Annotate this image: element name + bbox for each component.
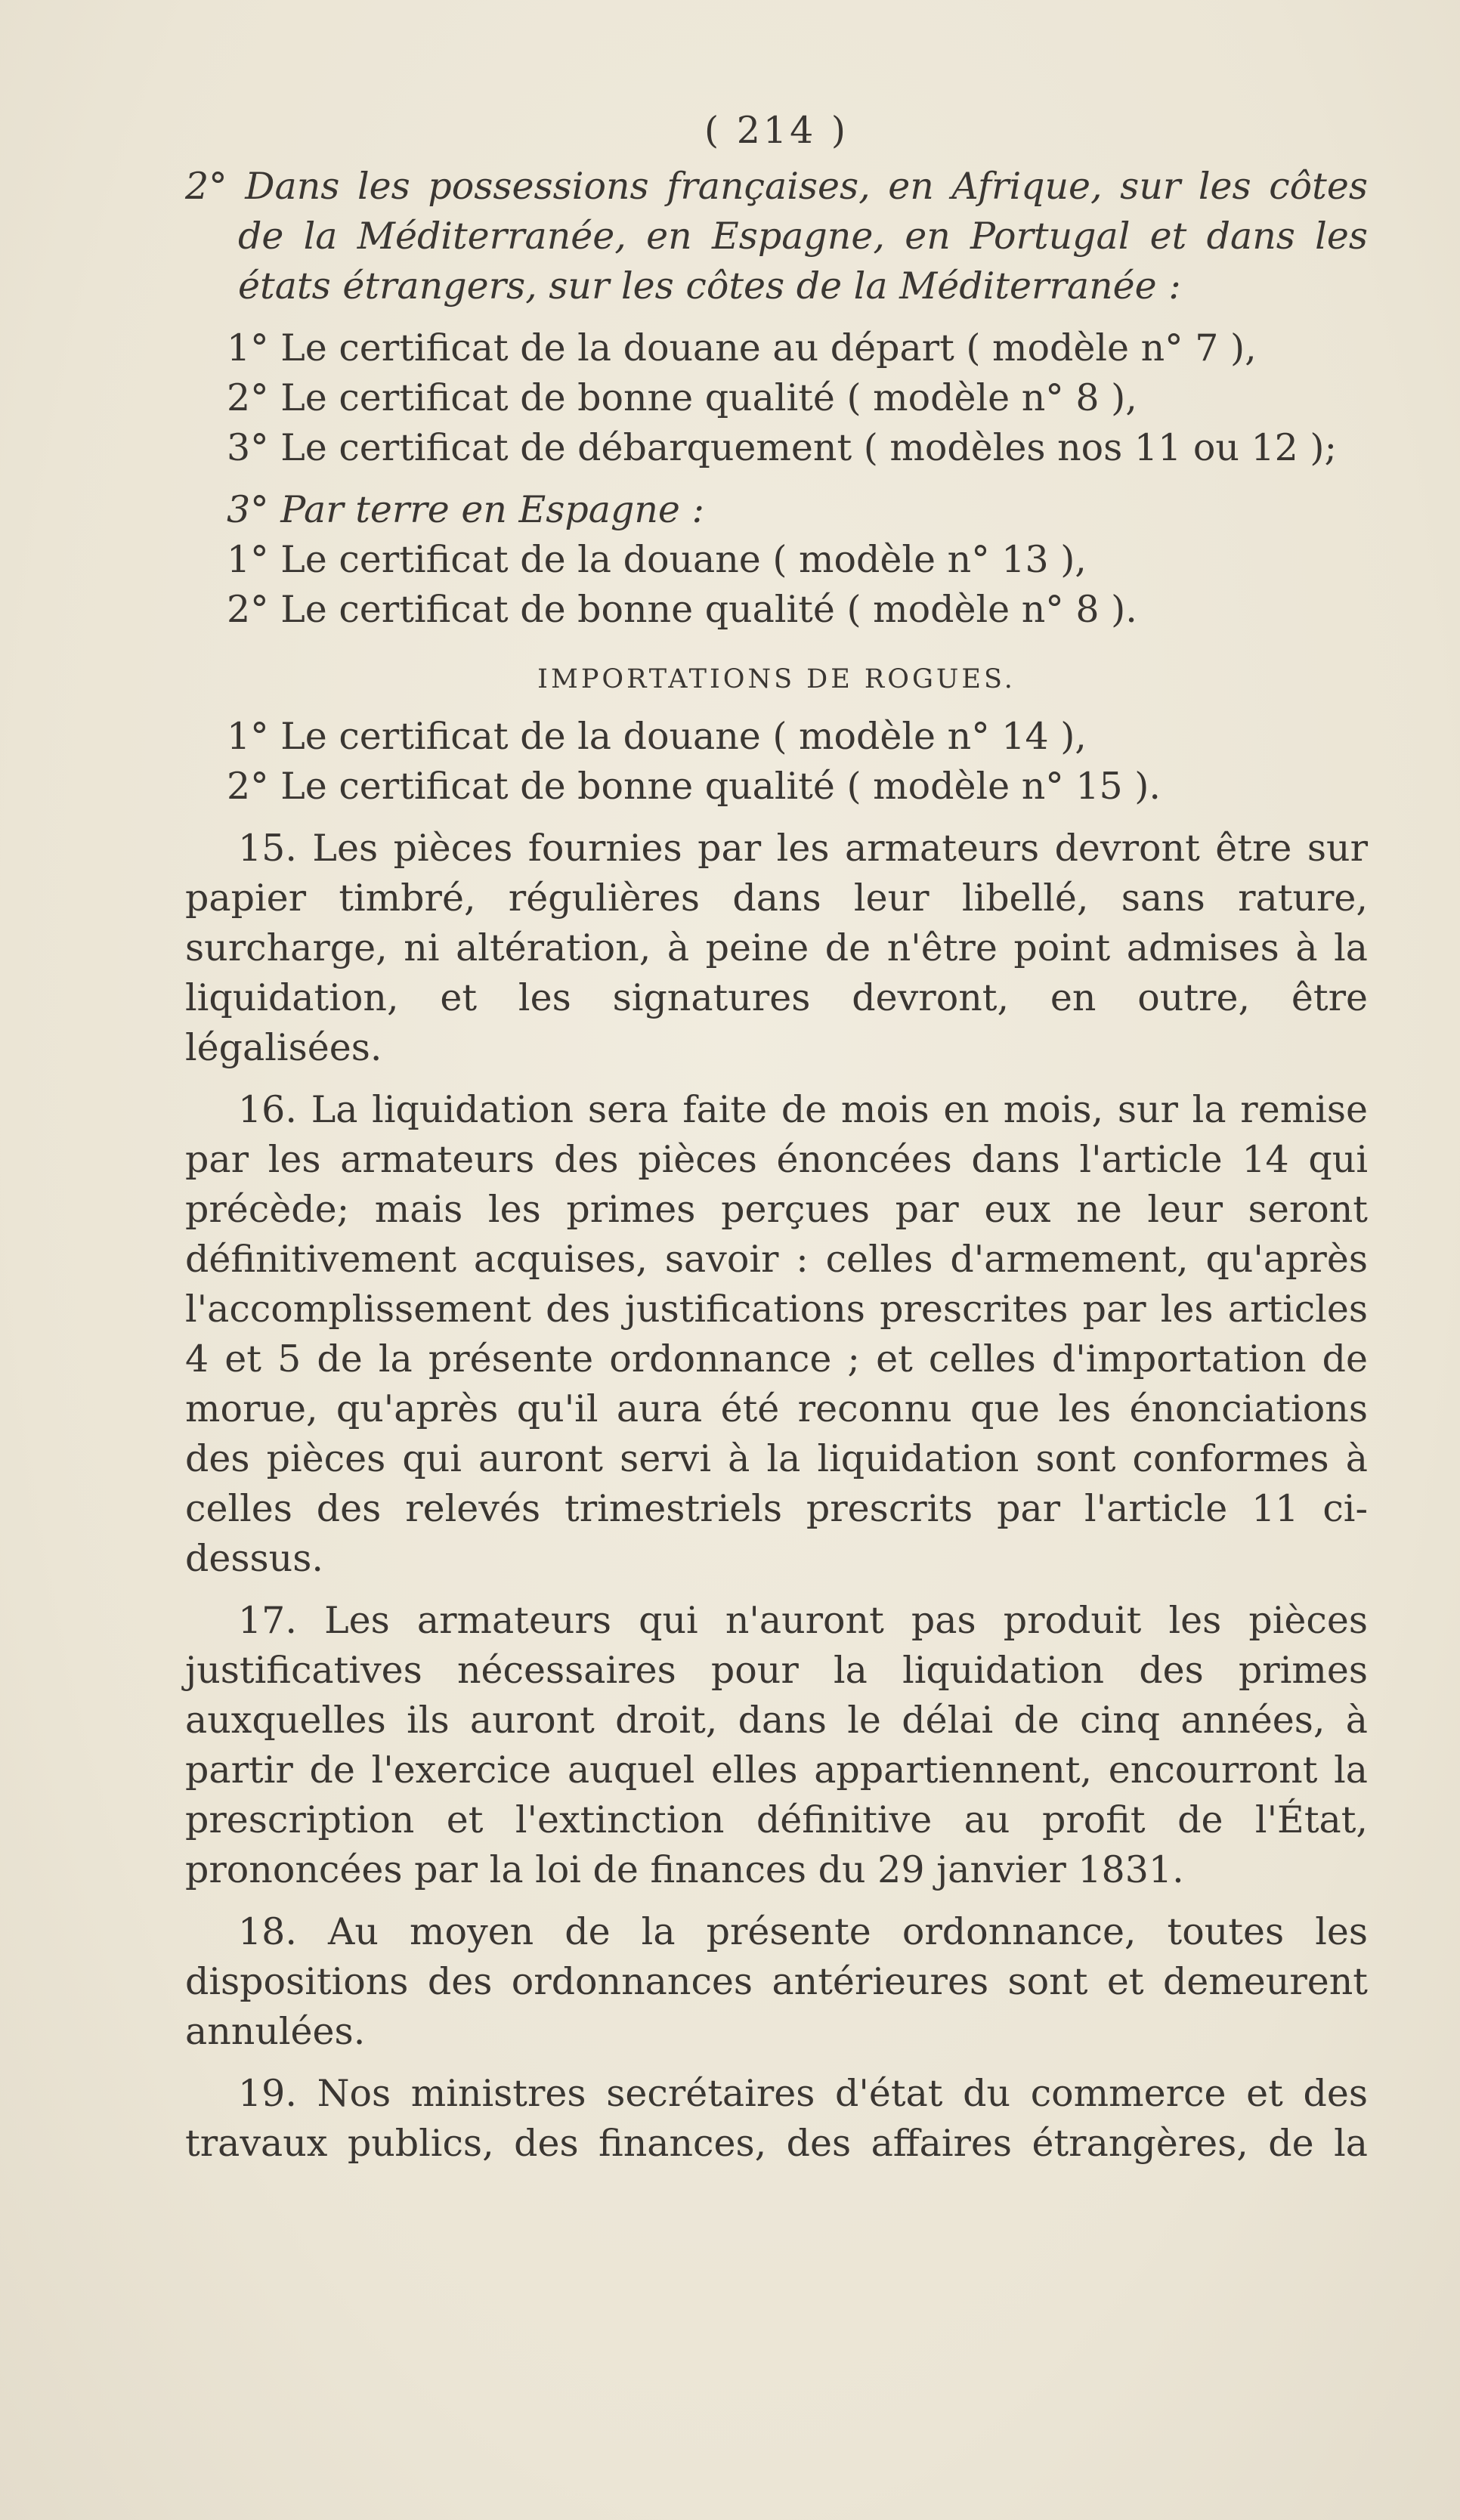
page-number: ( 214 ) <box>704 109 849 152</box>
article-number: 17. <box>238 1599 297 1642</box>
section-2-list <box>227 323 1368 473</box>
rogues-list <box>227 712 1368 812</box>
section-heading-rogues: IMPORTATIONS DE ROGUES. <box>537 664 1016 694</box>
article-18 <box>185 1907 1368 2057</box>
list-item: 2° Le certificat de bonne qualité ( modèle n° 8 ). <box>227 588 1137 631</box>
article-number: 16. <box>238 1088 297 1131</box>
section-2-title: 2° Dans les possessions françaises, en Afrique, sur les côtes de la Méditerranée, en Espagne, en Portugal et dans les états étrangers, sur les côtes de la Méditerranée : <box>185 165 1368 308</box>
article-number: 18. <box>238 1910 297 1953</box>
list-item: 3° Le certificat de débarquement ( modèles nos 11 ou 12 ); <box>227 426 1338 469</box>
article-text: La liquidation sera faite de mois en mois, sur la remise par les armateurs des pièces énoncées dans l'article 14 qui précède; mais les primes perçues par eux ne leur seront définitivement acquises, savoir : celles d'armement, qu'après l'accomplissement des justifications prescrites par les articles 4 et 5 de la présente ordonnance ; et celles d'importation de morue, qu'après qu'il aura été reconnu que les énonciations des pièces qui auront servi à la liquidation sont conformes à celles des relevés trimestriels prescrits par l'article 11 ci-dessus. <box>185 1088 1369 1580</box>
article-text: Les pièces fournies par les armateurs devront être sur papier timbré, régulières dans leur libellé, sans rature, surcharge, ni altération, à peine de n'être point admises à la liquidation, et les signatures devront, en outre, être légalisées. <box>185 827 1368 1069</box>
article-number: 15. <box>238 827 297 870</box>
list-item: 2° Le certificat de bonne qualité ( modèle n° 8 ), <box>227 376 1137 419</box>
article-text: Les armateurs qui n'auront pas produit les pièces justificatives nécessaires pour la liquidation des primes auxquelles ils auront droit, dans le délai de cinq années, à partir de l'exercice auquel elles appartiennent, encourront la prescription et l'extinction définitive au profit de l'État, prononcées par la loi de finances du 29 janvier 1831. <box>185 1599 1369 1891</box>
section-3-title: 3° Par terre en Espagne : <box>227 488 704 531</box>
list-item: 2° Le certificat de bonne qualité ( modèle n° 15 ). <box>227 765 1161 808</box>
article-19 <box>185 2069 1368 2169</box>
article-number: 19. <box>238 2072 297 2115</box>
list-item: 1° Le certificat de la douane au départ ( modèle n° 7 ), <box>227 326 1257 369</box>
list-item: 1° Le certificat de la douane ( modèle n° 14 ), <box>227 715 1087 758</box>
article-15 <box>185 824 1368 1073</box>
text-block <box>185 106 1368 2169</box>
article-text: Nos ministres secrétaires d'état du commerce et des travaux publics, des finances, des affaires étrangères, de la <box>185 2072 1368 2165</box>
article-17 <box>185 1596 1368 1895</box>
section-3-list <box>227 535 1368 635</box>
list-item: 1° Le certificat de la douane ( modèle n° 13 ), <box>227 538 1087 581</box>
article-text: Au moyen de la présente ordonnance, toutes les dispositions des ordonnances antérieures sont et demeurent annulées. <box>185 1910 1369 2053</box>
article-16 <box>185 1085 1368 1584</box>
